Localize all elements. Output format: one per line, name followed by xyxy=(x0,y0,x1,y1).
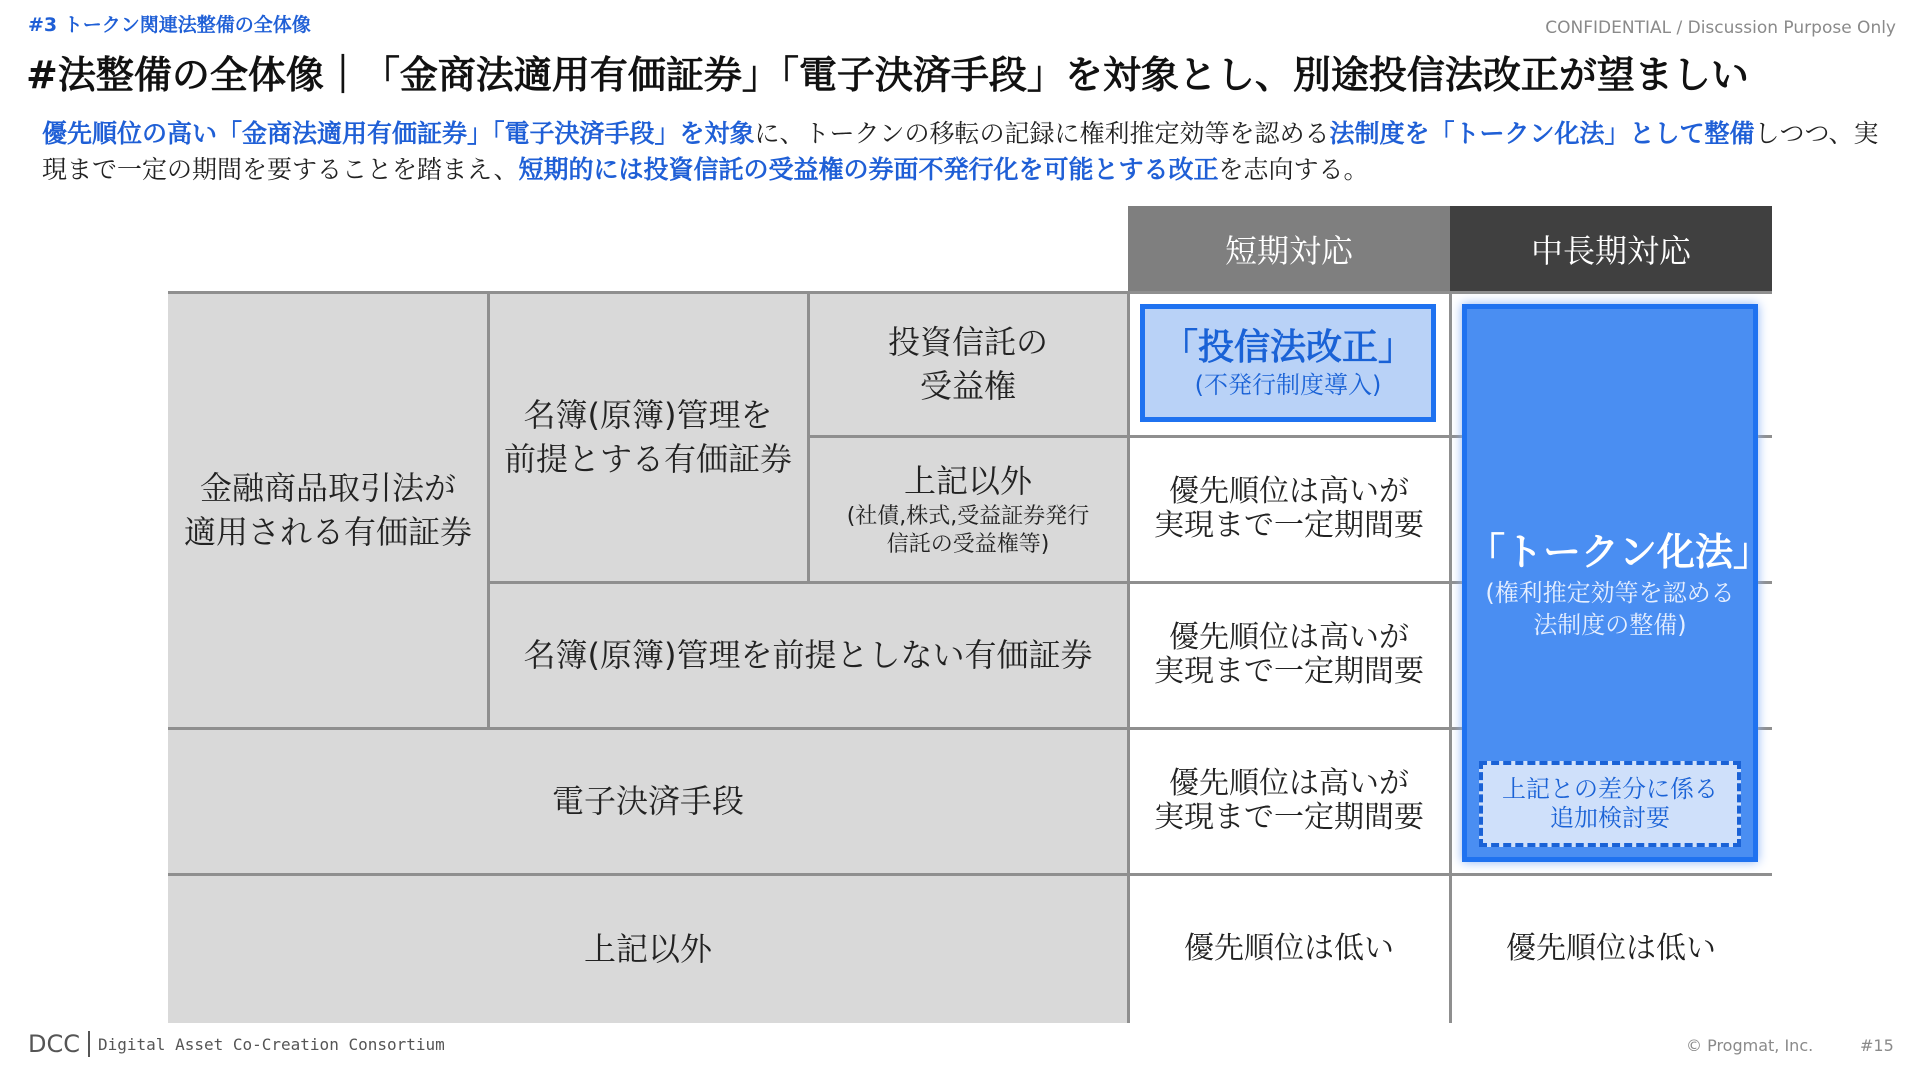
token-law-box xyxy=(1462,304,1772,862)
lead-emphasis-2: 法制度を「トークン化法」として整備 xyxy=(1329,119,1755,148)
cell-other-short-line2: 実現まで一定期間要 xyxy=(1154,508,1424,543)
page-number: #15 xyxy=(1860,1036,1894,1055)
trust-law-amendment-title: 「投信法改正」 xyxy=(1161,327,1414,368)
trust-law-amendment-sub: (不発行制度導入) xyxy=(1194,371,1382,399)
grid-line-v3 xyxy=(1127,292,1130,1023)
row-label-securities xyxy=(168,292,488,728)
cell-epayment-short-line1: 優先順位は高いが xyxy=(1169,766,1409,801)
column-header-short: 短期対応 xyxy=(1128,206,1450,292)
cell-non-registry-short-line1: 優先順位は高いが xyxy=(1169,620,1409,655)
section-tag: #3 トークン関連法整備の全体像 xyxy=(28,14,311,36)
dcc-logo: DCC xyxy=(28,1030,80,1058)
organization-name: Digital Asset Co-Creation Consortium xyxy=(98,1034,445,1054)
row-label-other-sub2: 信託の受益権等) xyxy=(886,532,1050,557)
row-label-others xyxy=(168,874,1128,1023)
grid-line-v2 xyxy=(807,292,810,582)
page-title: #法整備の全体像｜「金商法適用有価証券」「電子決済手段」を対象とし、別途投信法改正が望ましい xyxy=(26,53,1749,97)
cell-others-long-text: 優先順位は低い xyxy=(1506,930,1716,966)
trust-law-amendment-box xyxy=(1140,304,1436,422)
lead-text-3: を志向する。 xyxy=(1218,155,1369,184)
token-law-sub1: (権利推定効等を認める xyxy=(1485,579,1735,607)
diff-review-line1: 上記との差分に係る xyxy=(1502,775,1718,803)
diff-review-line2: 追加検討要 xyxy=(1550,804,1670,832)
lead-emphasis-1: 優先順位の高い「金商法適用有価証券」「電子決済手段」を対象 xyxy=(42,119,755,148)
cell-non-registry-short-line2: 実現まで一定期間要 xyxy=(1154,654,1424,689)
cell-other-short xyxy=(1128,436,1450,582)
diff-review-box xyxy=(1479,761,1741,847)
row-label-securities-line2: 適用される有価証券 xyxy=(183,513,472,551)
row-label-other-securities xyxy=(808,436,1128,582)
lead-text-2: しつつ、実現まで一定の期間を要することを踏まえ、 xyxy=(42,119,1879,184)
lead-text xyxy=(42,116,1882,188)
cell-non-registry-short xyxy=(1128,582,1450,728)
row-label-others-text: 上記以外 xyxy=(583,929,712,968)
row-label-trust-line1: 投資信託の xyxy=(887,323,1048,361)
row-label-epayment xyxy=(168,728,1128,874)
lead-text-1: に、トークンの移転の記録に権利推定効等を認める xyxy=(754,119,1330,148)
row-label-non-registry xyxy=(488,582,1128,728)
row-label-registry-line1: 名簿(原簿)管理を xyxy=(523,396,773,434)
grid-line-v4 xyxy=(1449,292,1452,1023)
confidential-label: CONFIDENTIAL / Discussion Purpose Only xyxy=(1545,18,1896,38)
row-label-non-registry-text: 名簿(原簿)管理を前提としない有価証券 xyxy=(523,636,1093,674)
token-law-text xyxy=(1467,509,1772,659)
cell-epayment-short-line2: 実現まで一定期間要 xyxy=(1154,800,1424,835)
token-law-sub2: 法制度の整備) xyxy=(1533,611,1687,639)
cell-others-short xyxy=(1128,874,1450,1023)
row-label-other-main: 上記以外 xyxy=(903,462,1032,500)
row-label-trust-line2: 受益権 xyxy=(919,367,1016,405)
cell-epayment-short xyxy=(1128,728,1450,874)
cell-other-short-line1: 優先順位は高いが xyxy=(1169,474,1409,509)
row-label-other-sub1: (社債,株式,受益証券発行 xyxy=(846,504,1090,529)
grid-line-epayment xyxy=(168,873,1772,876)
row-label-registry-line2: 前提とする有価証券 xyxy=(503,440,792,478)
column-header-long: 中長期対応 xyxy=(1450,206,1772,292)
row-label-securities-line1: 金融商品取引法が xyxy=(199,469,456,507)
token-law-title: 「トークン化法」 xyxy=(1467,530,1772,574)
row-label-trust xyxy=(808,292,1128,436)
row-label-registry xyxy=(488,292,808,582)
copyright: © Progmat, Inc. xyxy=(1686,1036,1814,1055)
logo-divider xyxy=(88,1031,90,1057)
grid-line-top xyxy=(168,291,1772,294)
cell-others-short-text: 優先順位は低い xyxy=(1184,930,1394,966)
cell-others-long xyxy=(1450,874,1772,1023)
grid-line-v1 xyxy=(487,292,490,728)
footer-logo xyxy=(28,1030,445,1058)
row-label-epayment-text: 電子決済手段 xyxy=(551,782,744,820)
lead-emphasis-3: 短期的には投資信託の受益権の券面不発行化を可能とする改正 xyxy=(518,155,1219,184)
